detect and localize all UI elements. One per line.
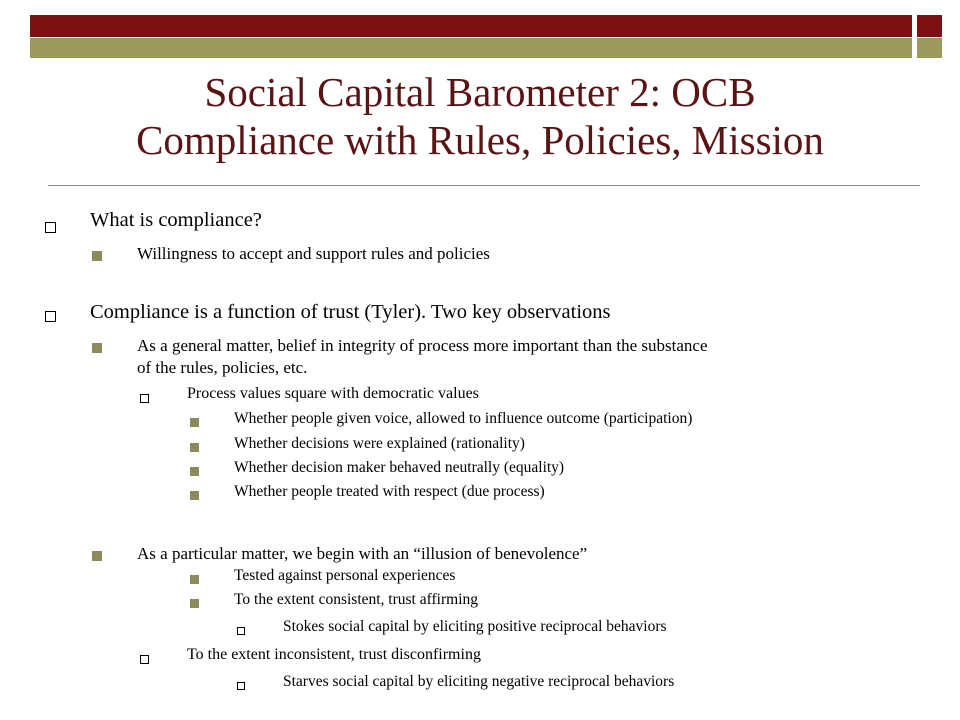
hollow-square-bullet-icon: [140, 394, 149, 403]
corner-maroon-block: [917, 15, 942, 37]
solid-square-bullet-icon: [190, 467, 199, 476]
bullet-respect: Whether people treated with respect (due process): [234, 483, 545, 500]
corner-accent: [917, 15, 942, 58]
solid-square-bullet-icon: [190, 599, 199, 608]
bullet-stokes: Stokes social capital by eliciting positive reciprocal behaviors: [283, 618, 667, 635]
slide-title: [80, 68, 880, 164]
hollow-square-bullet-icon: [237, 627, 245, 635]
header-maroon-band: [30, 15, 912, 37]
hollow-square-bullet-icon: [45, 311, 56, 322]
bullet-process-values: Process values square with democratic values: [187, 385, 479, 402]
hollow-square-bullet-icon: [45, 222, 56, 233]
bullet-general-matter-line1: As a general matter, belief in integrity of process more important than the substance: [137, 336, 708, 355]
hollow-square-bullet-icon: [237, 682, 245, 690]
bullet-particular-matter: As a particular matter, we begin with an “illusion of benevolence”: [137, 544, 588, 563]
solid-square-bullet-icon: [190, 443, 199, 452]
bullet-tested: Tested against personal experiences: [234, 567, 456, 584]
header-olive-band: [30, 38, 912, 58]
title-divider: [48, 185, 920, 186]
bullet-trust-affirming: To the extent consistent, trust affirming: [234, 591, 478, 608]
bullet-what-is-compliance: What is compliance?: [90, 209, 262, 231]
bullet-willingness: Willingness to accept and support rules and policies: [137, 244, 490, 263]
bullet-neutrally: Whether decision maker behaved neutrally (equality): [234, 459, 565, 476]
solid-square-bullet-icon: [190, 491, 199, 500]
hollow-square-bullet-icon: [140, 655, 149, 664]
bullet-voice: Whether people given voice, allowed to influence outcome (participation): [234, 410, 693, 427]
title-line-2: Compliance with Rules, Policies, Mission: [136, 117, 824, 163]
bullet-function-of-trust: Compliance is a function of trust (Tyler). Two key observations: [90, 301, 611, 323]
solid-square-bullet-icon: [190, 418, 199, 427]
header-bar: [30, 15, 912, 58]
bullet-trust-disconfirming: To the extent inconsistent, trust disconfirming: [187, 646, 481, 663]
bullet-starves: Starves social capital by eliciting negative reciprocal behaviors: [283, 673, 675, 690]
corner-olive-block: [917, 38, 942, 58]
solid-square-bullet-icon: [92, 251, 102, 261]
title-line-1: Social Capital Barometer 2: OCB: [204, 69, 756, 115]
bullet-explained: Whether decisions were explained (rationality): [234, 435, 525, 452]
solid-square-bullet-icon: [190, 575, 199, 584]
solid-square-bullet-icon: [92, 343, 102, 353]
bullet-general-matter-line2: of the rules, policies, etc.: [137, 358, 308, 377]
solid-square-bullet-icon: [92, 551, 102, 561]
